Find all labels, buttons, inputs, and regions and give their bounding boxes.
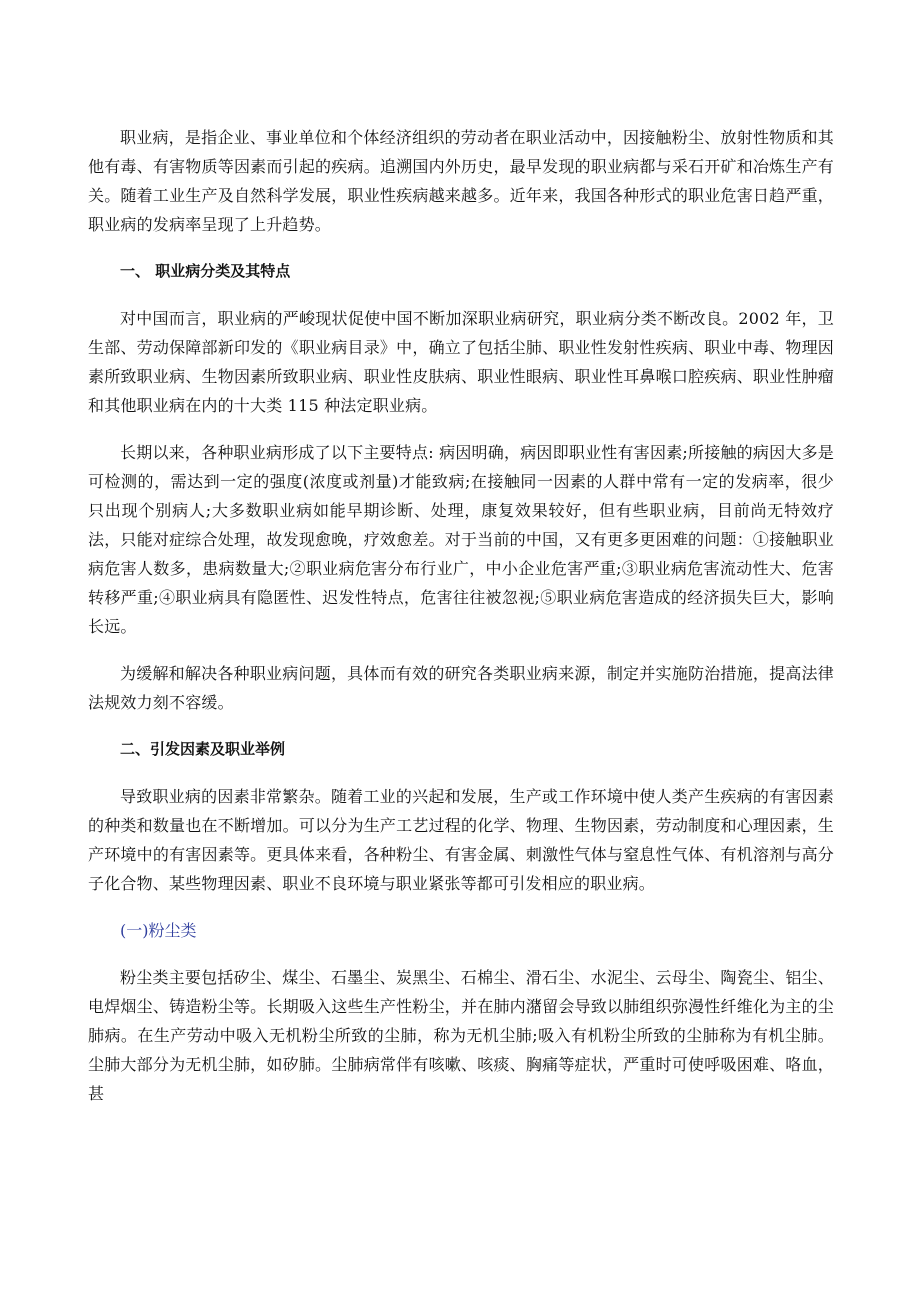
spacer bbox=[88, 286, 834, 304]
spacer bbox=[88, 945, 834, 963]
spacer bbox=[88, 641, 834, 659]
section-1-paragraph-1: 对中国而言，职业病的严峻现状促使中国不断加深职业病研究，职业病分类不断改良。2002 年，卫生部、劳动保障部新印发的《职业病目录》中，确立了包括尘肺、职业性发射性疾病、职业中毒、物理因素所致职业病、生物因素所致职业病、职业性皮肤病、职业性眼病、职业性耳鼻喉口腔疾病、职业性肿瘤和其他职业病在内的十大类 115 种法定职业病。 bbox=[88, 309, 834, 415]
spacer bbox=[88, 420, 834, 438]
section-2-paragraph-1: 导致职业病的因素非常繁杂。随着工业的兴起和发展，生产或工作环境中使人类产生疾病的有害因素的种类和数量也在不断增加。可以分为生产工艺过程的化学、物理、生物因素，劳动制度和心理因素，生产环境中的有害因素等。更具体来看，各种粉尘、有害金属、刺激性气体与窒息性气体、有机溶剂与高分子化合物、某些物理因素、职业不良环境与职业紧张等都可引发相应的职业病。 bbox=[88, 787, 834, 893]
subsection-dust-paragraph: 粉尘类主要包括矽尘、煤尘、石墨尘、炭黑尘、石棉尘、滑石尘、水泥尘、云母尘、陶瓷尘、铝尘、电焊烟尘、铸造粉尘等。长期吸入这些生产性粉尘，并在肺内潴留会导致以肺组织弥漫性纤维化为主的尘肺病。在生产劳动中吸入无机粉尘所致的尘肺，称为无机尘肺;吸入有机粉尘所致的尘肺称为有机尘肺。尘肺大部分为无机尘肺，如矽肺。尘肺病常伴有咳嗽、咳痰、胸痛等症状，严重时可使呼吸困难、咯血，甚 bbox=[88, 968, 834, 1103]
section-1-paragraph-3: 为缓解和解决各种职业病问题，具体而有效的研究各类职业病来源，制定并实施防治措施，提高法律法规效力刻不容缓。 bbox=[88, 664, 834, 712]
intro-paragraph: 职业病，是指企业、事业单位和个体经济组织的劳动者在职业活动中，因接触粉尘、放射性物质和其他有毒、有害物质等因素而引起的疾病。追溯国内外历史，最早发现的职业病都与采石开矿和冶炼生产有关。随着工业生产及自然科学发展，职业性疾病越来越多。近年来，我国各种形式的职业危害日趋严重，职业病的发病率呈现了上升趋势。 bbox=[88, 128, 834, 234]
spacer bbox=[88, 239, 834, 257]
spacer bbox=[88, 764, 834, 782]
section-1-heading: 一、 职业病分类及其特点 bbox=[120, 262, 291, 280]
spacer bbox=[88, 898, 834, 916]
spacer bbox=[88, 717, 834, 735]
section-2-heading: 二、引发因素及职业举例 bbox=[120, 740, 286, 758]
document-page bbox=[88, 123, 834, 1108]
subsection-dust-heading: (一)粉尘类 bbox=[120, 921, 197, 940]
section-1-paragraph-2: 长期以来，各种职业病形成了以下主要特点: 病因明确，病因即职业性有害因素;所接触的病因大多是可检测的，需达到一定的强度(浓度或剂量)才能致病;在接触同一因素的人群中常有一定的发病率，很少只出现个别病人;大多数职业病如能早期诊断、处理，康复效果较好，但有些职业病，目前尚无特效疗法，只能对症综合处理，故发现愈晚，疗效愈差。对于当前的中国，又有更多更困难的问题：①接触职业病危害人数多，患病数量大;②职业病危害分布行业广，中小企业危害严重;③职业病危害流动性大、危害转移严重;④职业病具有隐匿性、迟发性特点，危害往往被忽视;⑤职业病危害造成的经济损失巨大，影响长远。 bbox=[88, 443, 834, 636]
